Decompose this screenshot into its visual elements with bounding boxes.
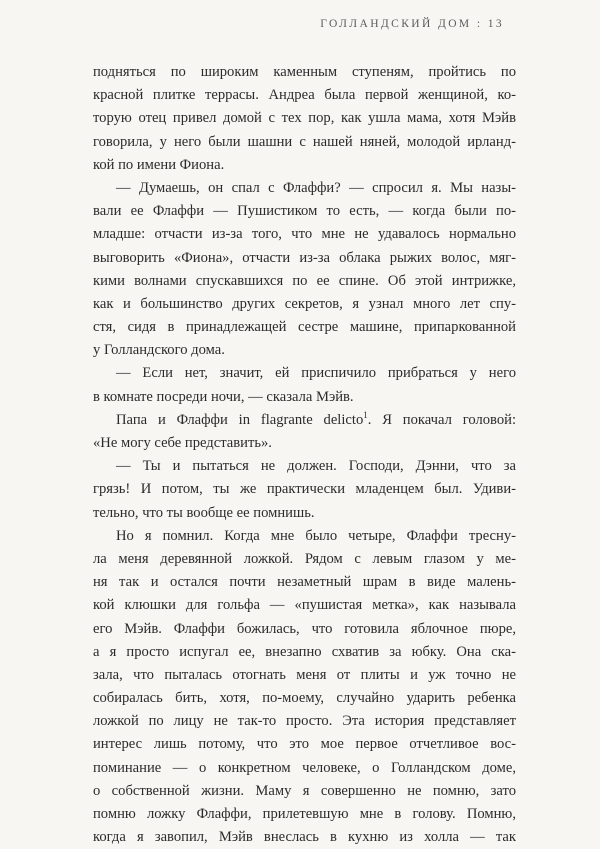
text-line: ложкой по лицу не так-то просто. Эта история представляет [93, 713, 516, 730]
body-text [93, 61, 516, 849]
text-line: Но я помнил. Когда мне было четыре, Флаффи тресну- [116, 527, 516, 544]
line-tail-text: . Я покачал головой: [367, 411, 516, 428]
text-line: — Думаешь, он спал с Флаффи? — спросил я. Мы назы- [116, 179, 516, 196]
text-line: в комнате посреди ночи, — сказала Мэйв. [93, 388, 354, 405]
footnote-ref[interactable]: 1 [363, 409, 368, 420]
text-line: как и большинство других секретов, я узнал много лет спу- [93, 295, 516, 312]
text-line: ня так и остался почти незаметный шрам в виде малень- [93, 574, 516, 591]
text-line: торую отец привел домой с тех пор, как ушла мама, хотя Мэйв [93, 110, 516, 127]
text-line: поминание — о конкретном человеке, о Голландском доме, [93, 759, 516, 776]
text-line: грязь! И потом, ты же практически младенцем был. Удиви- [93, 481, 516, 498]
text-line: когда я завопил, Мэйв внеслась в кухню из холла — так [93, 829, 516, 846]
text-line: говорила, у него были шашни с нашей няней, молодой ирланд- [93, 133, 516, 150]
text-line: кими волнами спускавшихся по ее спине. Об этой интрижке, [93, 272, 516, 289]
running-head: ГОЛЛАНДСКИЙ ДОМ : 13 [320, 18, 504, 30]
text-line: младше: отчасти из-за того, что мне не удавалось нормально [93, 226, 516, 243]
text-line: зала, что пыталась отогнать меня от плиты и уж точно не [93, 666, 516, 683]
text-line: а я просто испугал ее, внезапно схватив за юбку. Она ска- [93, 643, 516, 660]
line-main-text: Папа и Флаффи in flagrante delicto [116, 411, 364, 428]
text-line: тельно, что ты вообще ее помнишь. [93, 504, 315, 521]
text-line: кой клюшки для гольфа — «пушистая метка», как называла [93, 597, 516, 614]
text-line: — Если нет, значит, ей приспичило прибраться у него [116, 365, 516, 382]
text-line: о собственной жизни. Маму я совершенно не помню, зато [93, 782, 516, 799]
text-line: стя, сидя в принадлежащей сестре машине, припаркованной [93, 319, 516, 336]
text-line: подняться по широким каменным ступеням, пройтись по [93, 64, 516, 80]
text-line: выговорить «Фиона», отчасти из-за облака рыжих волос, мяг- [93, 249, 516, 266]
text-line: вали ее Флаффи — Пушистиком то есть, — когда были по- [93, 203, 516, 220]
text-line: — Ты и пытаться не должен. Господи, Дэнни, что за [116, 458, 516, 475]
text-line: интерес лишь потому, что это мое первое отчетливое вос- [93, 736, 516, 753]
text-line: красной плитке террасы. Андреа была первой женщиной, ко- [93, 87, 516, 104]
text-line-with-footnote [93, 409, 516, 432]
text-line: у Голландского дома. [93, 342, 225, 359]
text-line: кой по имени Фиона. [93, 156, 225, 173]
text-line: «Не могу себе представить». [93, 435, 272, 451]
text-line: собиралась бить, хотя, по-моему, случайно ударить ребенка [93, 690, 516, 707]
text-line: его Мэйв. Флаффи божилась, что готовила яблочное пюре, [93, 620, 516, 637]
text-line: ла меня деревянной ложкой. Рядом с левым глазом у ме- [93, 550, 516, 567]
text-line: помню ложку Флаффи, прилетевшую мне в голову. Помню, [93, 806, 516, 822]
